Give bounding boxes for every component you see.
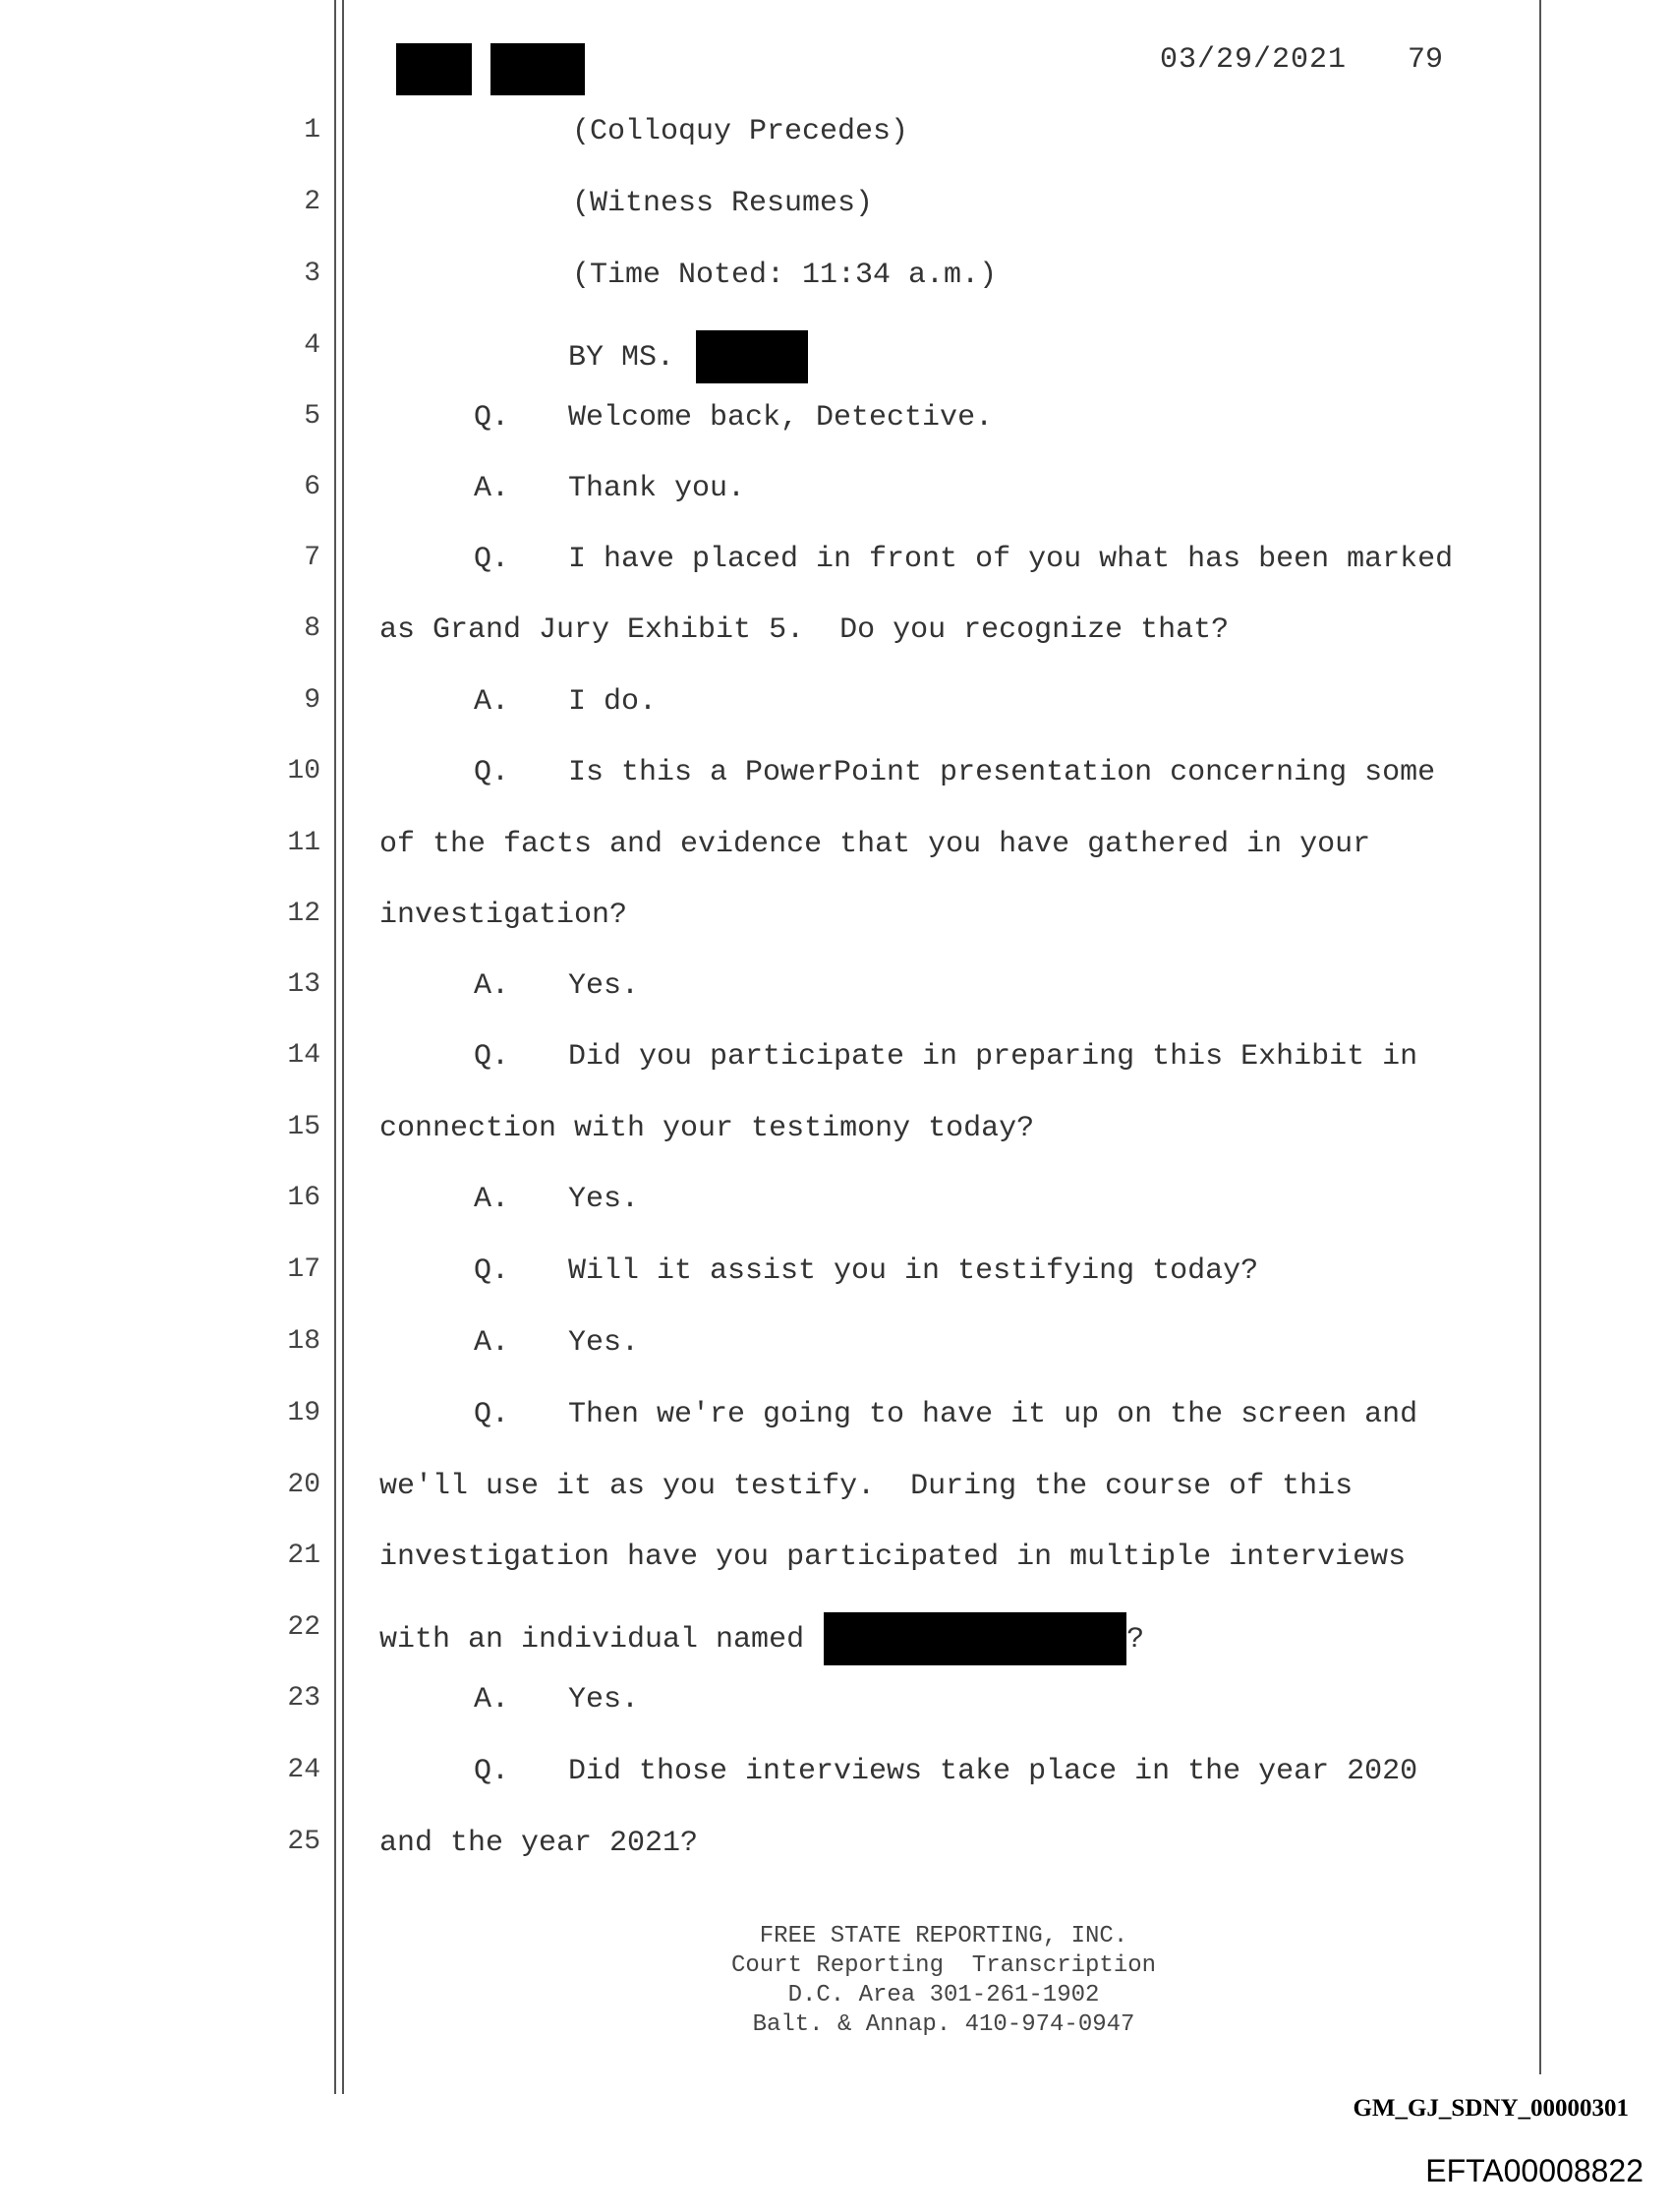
line-number: 7 [304,543,320,573]
line-number: 15 [287,1112,320,1142]
line-number: 4 [304,330,320,361]
transcript-line-text: with an individual named [379,1622,805,1657]
speaker-label: Q. [474,1254,510,1288]
transcript-line: investigation have you participated in multiple interviews [379,1541,1407,1574]
transcript-line: Will it assist you in testifying today? [568,1254,1259,1288]
transcript-line: (Colloquy Precedes) [572,115,909,148]
line-number: 22 [287,1612,320,1643]
line-number: 25 [287,1827,320,1857]
line-number: 21 [287,1541,320,1571]
speaker-label: Q. [474,1040,510,1074]
transcript-line: (Time Noted: 11:34 a.m.) [572,259,998,292]
efta-number: EFTA00008822 [1425,2153,1643,2188]
redaction-block [824,1612,1126,1665]
examiner-label: BY MS. [568,340,675,375]
transcript-line: Did those interviews take place in the year 2020 [568,1755,1418,1788]
transcript-line: I do. [568,685,658,719]
line-number: 10 [287,756,320,786]
speaker-label: Q. [474,756,510,789]
line-number: 8 [304,613,320,644]
line-number: 18 [287,1326,320,1357]
speaker-label: Q. [474,543,510,576]
speaker-label: Q. [474,401,510,435]
reporter-footer [550,1922,1337,2040]
speaker-label: Q. [474,1398,510,1431]
transcript-line: I have placed in front of you what has been marked [568,543,1454,576]
line-number: 2 [304,187,320,217]
line-number: 13 [287,969,320,1000]
redaction-block [396,43,472,95]
transcript-line [379,1612,1144,1665]
speaker-label: A. [474,1326,510,1360]
transcript-line: Then we're going to have it up on the screen and [568,1398,1418,1431]
speaker-label: A. [474,1683,510,1717]
speaker-label: A. [474,472,510,505]
margin-rule-right [1539,0,1541,2074]
reporter-dc-phone: D.C. Area 301-261-1902 [787,1982,1100,2008]
speaker-label: A. [474,685,510,719]
transcript-line: (Witness Resumes) [572,187,874,220]
transcript-line [568,330,808,383]
line-number: 17 [287,1254,320,1285]
line-number: 3 [304,259,320,289]
line-number: 5 [304,401,320,432]
transcript-line: Is this a PowerPoint presentation concerning some [568,756,1436,789]
transcript-line: and the year 2021? [379,1827,699,1860]
bates-number: GM_GJ_SDNY_00000301 [1353,2095,1629,2122]
line-number: 14 [287,1040,320,1071]
transcript-line: Yes. [568,969,640,1003]
transcript-line: Yes. [568,1326,640,1360]
reporter-company: FREE STATE REPORTING, INC. [759,1923,1128,1950]
speaker-label: A. [474,1183,510,1216]
transcript-line: we'll use it as you testify. During the course of this [379,1470,1354,1503]
transcript-line: Yes. [568,1683,640,1717]
transcript-line: Welcome back, Detective. [568,401,994,435]
question-mark: ? [1126,1622,1145,1657]
transcript-line: of the facts and evidence that you have gathered in your [379,828,1371,861]
redaction-block [490,43,585,95]
redaction-block [696,330,808,383]
transcript-line: Did you participate in preparing this Exhibit in [568,1040,1418,1074]
line-number: 1 [304,115,320,146]
speaker-label: Q. [474,1755,510,1788]
reporter-services: Court Reporting Transcription [730,1952,1157,1979]
transcript-line: Thank you. [568,472,746,505]
line-number: 6 [304,472,320,502]
speaker-label: A. [474,969,510,1003]
transcript-line: as Grand Jury Exhibit 5. Do you recognize that? [379,613,1230,647]
line-number: 23 [287,1683,320,1714]
line-number: 9 [304,685,320,716]
transcript-line: Yes. [568,1183,640,1216]
line-number: 24 [287,1755,320,1785]
margin-rule-left-inner [342,0,344,2094]
line-number: 12 [287,899,320,929]
line-number: 16 [287,1183,320,1213]
line-number: 20 [287,1470,320,1500]
transcript-line: connection with your testimony today? [379,1112,1035,1145]
transcript-date: 03/29/2021 [1160,43,1348,77]
line-number: 19 [287,1398,320,1428]
line-number: 11 [287,828,320,858]
transcript-line: investigation? [379,899,628,932]
margin-rule-left-outer [334,0,336,2094]
reporter-balt-phone: Balt. & Annap. 410-974-0947 [752,2011,1135,2038]
page-number: 79 [1408,43,1444,77]
